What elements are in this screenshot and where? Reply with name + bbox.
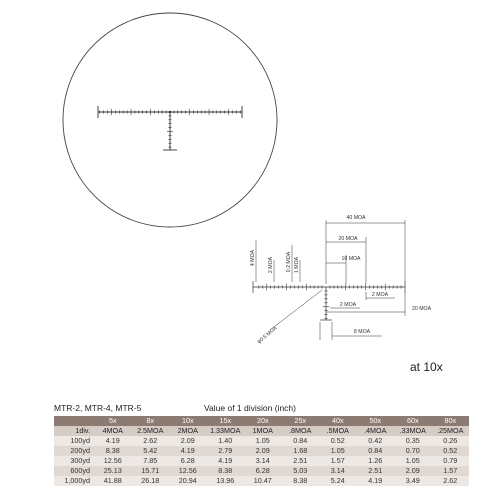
row-label: 100yd xyxy=(54,436,94,446)
table-cell: 2MOA xyxy=(169,426,207,436)
table-cell: 0.84 xyxy=(282,436,320,446)
table-cell: 12.56 xyxy=(169,466,207,476)
label-2-moa-right: 2 MOA xyxy=(371,292,389,298)
table-row xyxy=(54,456,469,466)
table-cell: .33MOA xyxy=(394,426,432,436)
header-magnification: 5x xyxy=(94,416,132,426)
header-magnification: 25x xyxy=(282,416,320,426)
label-02-moa: 0.2 MOA xyxy=(286,251,292,273)
row-label: 1div. xyxy=(54,426,94,436)
table-row xyxy=(54,476,469,486)
table-cell: 0.26 xyxy=(432,436,470,446)
table-cell: 2.62 xyxy=(432,476,470,486)
table-cell: 6.28 xyxy=(169,456,207,466)
table-row-division xyxy=(54,426,469,436)
table-cell: 4.19 xyxy=(207,456,245,466)
table-cell: .25MOA xyxy=(432,426,470,436)
label-2-moa-below: 2 MOA xyxy=(339,302,357,308)
table-row xyxy=(54,466,469,476)
table-cell: 1MOA xyxy=(244,426,282,436)
table-cell: 2.5MOA xyxy=(132,426,170,436)
table-cell: 0.35 xyxy=(394,436,432,446)
label-10-moa: 10 MOA xyxy=(341,256,361,262)
table-cell: 1.05 xyxy=(319,446,357,456)
table-cell: 2.09 xyxy=(244,446,282,456)
label-center-dot: φ0.5 MOA xyxy=(256,325,279,346)
table-cell: 15.71 xyxy=(132,466,170,476)
table-cell: 2.51 xyxy=(357,466,395,476)
magnification-note: at 10x xyxy=(410,360,443,374)
table-cell: 2.51 xyxy=(282,456,320,466)
row-label: 200yd xyxy=(54,446,94,456)
table-cell: 1.57 xyxy=(319,456,357,466)
model-names: MTR-2, MTR-4, MTR-5 xyxy=(54,403,142,413)
table-cell: 0.52 xyxy=(319,436,357,446)
header-magnification: 8x xyxy=(132,416,170,426)
header-magnification: 10x xyxy=(169,416,207,426)
table-cell: 5.24 xyxy=(319,476,357,486)
table-cell: 7.85 xyxy=(132,456,170,466)
table-cell: 1.57 xyxy=(432,466,470,476)
detail-ticks xyxy=(259,284,401,319)
table-cell: 13.96 xyxy=(207,476,245,486)
reticle-detail-diagram xyxy=(253,220,405,340)
table-row xyxy=(54,436,469,446)
table-cell: 25.13 xyxy=(94,466,132,476)
table-cell: 8.38 xyxy=(207,466,245,476)
table-title: Value of 1 division (inch) xyxy=(204,403,296,413)
label-2-moa-left: 2 MOA xyxy=(268,256,274,274)
table-cell: 1.40 xyxy=(207,436,245,446)
table-cell: .4MOA xyxy=(357,426,395,436)
main-reticle xyxy=(98,106,242,150)
table-cell: 3.14 xyxy=(319,466,357,476)
table-heading xyxy=(54,403,469,415)
table-header-row xyxy=(54,416,469,426)
table-cell: 5.03 xyxy=(282,466,320,476)
table-cell: 2.79 xyxy=(207,446,245,456)
dot-leader-line xyxy=(270,290,322,330)
detail-labels xyxy=(250,215,432,345)
table-cell: 10.47 xyxy=(244,476,282,486)
table-cell: 1.05 xyxy=(244,436,282,446)
table-row xyxy=(54,446,469,456)
header-blank xyxy=(54,416,94,426)
header-magnification: 20x xyxy=(244,416,282,426)
table-cell: 2.62 xyxy=(132,436,170,446)
header-magnification: 50x xyxy=(357,416,395,426)
table-cell: 1.68 xyxy=(282,446,320,456)
header-magnification: 60x xyxy=(394,416,432,426)
row-label: 300yd xyxy=(54,456,94,466)
table-cell: 8.38 xyxy=(94,446,132,456)
table-cell: 0.79 xyxy=(432,456,470,466)
table-cell: 6.28 xyxy=(244,466,282,476)
header-magnification: 15x xyxy=(207,416,245,426)
table-cell: 26.18 xyxy=(132,476,170,486)
table-cell: .5MOA xyxy=(319,426,357,436)
table-cell: 12.56 xyxy=(94,456,132,466)
reticle-center-dot xyxy=(169,111,172,114)
table-cell: 0.52 xyxy=(432,446,470,456)
row-label: 1,000yd xyxy=(54,476,94,486)
header-magnification: 40x xyxy=(319,416,357,426)
table-cell: 1.05 xyxy=(394,456,432,466)
table-cell: 41.88 xyxy=(94,476,132,486)
table-cell: 5.42 xyxy=(132,446,170,456)
table-cell: 8.38 xyxy=(282,476,320,486)
table-cell: 2.09 xyxy=(169,436,207,446)
table-cell: 3.49 xyxy=(394,476,432,486)
label-20-moa-lower: 20 MOA xyxy=(412,306,432,312)
table-cell: 0.84 xyxy=(357,446,395,456)
label-20-moa: 20 MOA xyxy=(338,236,358,242)
table-cell: 4.19 xyxy=(357,476,395,486)
table-cell: 4.19 xyxy=(169,446,207,456)
header-magnification: 80x xyxy=(432,416,470,426)
label-8-moa: 8 MOA xyxy=(353,329,371,335)
label-4-moa: 4 MOA xyxy=(250,249,256,267)
division-value-table xyxy=(54,416,469,486)
label-40-moa: 40 MOA xyxy=(346,215,366,221)
table-cell: 0.42 xyxy=(357,436,395,446)
table-cell: 4.19 xyxy=(94,436,132,446)
table-cell: 0.70 xyxy=(394,446,432,456)
table-cell: 3.14 xyxy=(244,456,282,466)
row-label: 600yd xyxy=(54,466,94,476)
table-cell: 4MOA xyxy=(94,426,132,436)
table-cell: .8MOA xyxy=(282,426,320,436)
table-cell: 1.26 xyxy=(357,456,395,466)
table-cell: 2.09 xyxy=(394,466,432,476)
table-cell: 20.94 xyxy=(169,476,207,486)
table-cell: 1.33MOA xyxy=(207,426,245,436)
label-1-moa: 1 MOA xyxy=(294,256,300,274)
